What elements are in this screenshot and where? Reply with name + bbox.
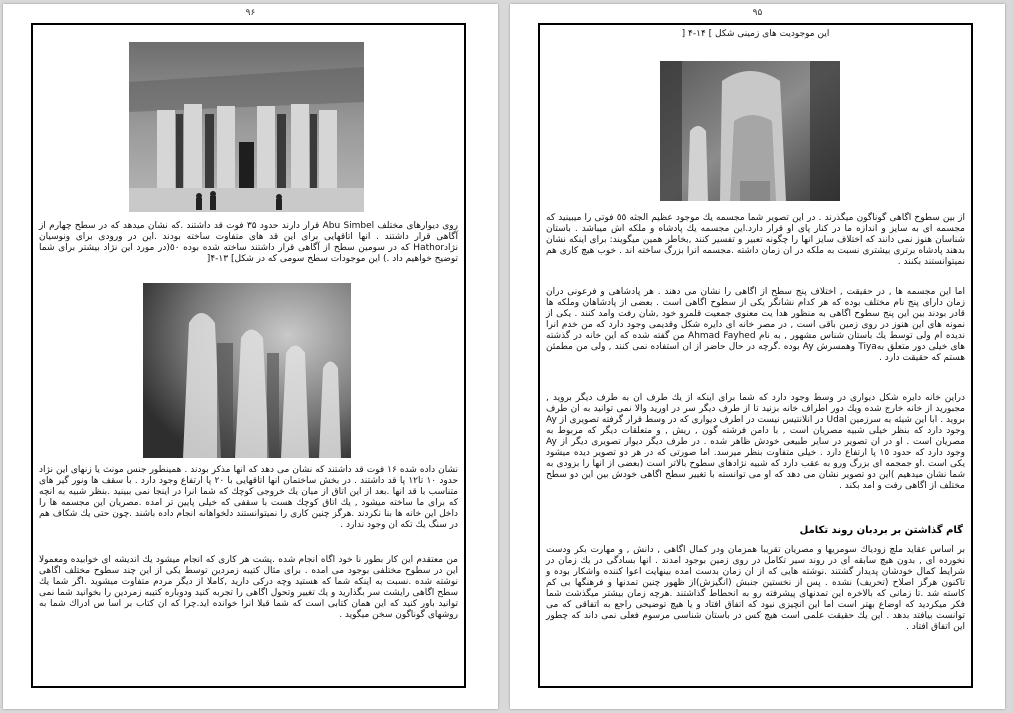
right-paragraph-1: از بين سطوح اگاهی گوناگون ميگذرند . در اين تصوير شما مجسمه يك موجود عظيم الجثه ٥٥ فوتی را ميبينيد كه مجسمه ای به سايز و اندازه ما در كنار پای او قرار دارد.اين مجسمه يك پادشاه و ملكه اش ميباشد . باستان شناسان هنوز نمی دانند كه اختلاف سايز انها را چگونه تعبير و تفسير كنند ,بخاطر همين ميگويند: برای اينكه نشان بدهند پادشاه برتری بيشتری نسبت به ملكه در ان زمان داشته .مجسمه انرا بزرگ ساخته اند . خوب هيچ كاری هم نميتوانستند بكنند . [546,213,966,267]
right-paragraph-3: دراين خانه دايره شكل ديواری در وسط وجود دارد كه شما برای اينكه از يك طرف ان به طرف ديگر برويد , مجبوريد از خانه خارج شده ويك دور اطراف خانه بزنيد تا از طرف ديگر سر در اوريد والا نمی توانيد به ان طرف برويد . ابا اين شيئه به سرزمين Udal در انلانتيس نيست در اطرف ديواری كه در وسط قرار گرفته تصويری از Ay وجود دارد كه بنظر خيلی شبيه مصريان است , با دامن فرشته گون , ريش , و متعلقات ديگر كه مربوط به مصريان است . او در ان تصوير در ساير طبيعی خودش ظاهر شده . در طرف ديگر ديوار تصويری ديگر از Ay وجود دارد كه حدود ۱٥ پا ارتفاع دارد . خيلی متفاوت بنظر ميرسد. اما صورتی كه در هر دو تصوير ديده ميشود يكی است .او جمجمه ای بزرگ ورو به عقب دارد كه شبيه نژادهای سطوح بالاتر است (بعضی از انها را بزودی به شما نشان ميدهيم )اين دو تصوير نشان می دهد كه او می توانسته با تغيير سطح اگاهی خودش بين اين دو سطح مختلف از اگاهی رفت و امد بكند . [546,393,966,491]
left-paragraph-3: من معتقدم اين كار بطور نا خود اگاه انجام شده .پشت هر كاری كه انجام ميشود يك انديشه ای خوابيده ومعمولا اين در سطوح مختلفی بوجود می امده . برای مثال كتيبه زمردين توسط يكی از اين چند سطوح مختلف اگاهی نوشته شده .نسبت به اينكه شما كه هستيد وچه دركی داريد ,كاملا از ديگر مردم متفاوت ميشويد .اگر شما يك سطح اگاهی رايشت سر بگذاريد و يك تغيير وتحول اگاهی را تجربه كنيد ودوباره كتيبه زمردين را بخوانيد شما نمی توانيد باور كنيد كه اين همان كتابی است كه شما قبلا انرا خوانده ايد.چرا كه ان كتاب بر اسا س ادراك شما به روشهای گوناگون سخن ميگويد . [39,555,458,620]
page-frame [538,23,973,688]
figure-caption: اين موجوديت های زمينی شكل ] ۱۴-۴ [ [681,29,830,39]
left-paragraph-1: روی دیوارهای مختلف Abu Simbel قرار دارند حدود ۳۵ فوت قد داشتند .كه نشان ميدهد كه در سطح چهارم از آگاهی قرار داشتند . انها اتاقهايی برای اين قد های متفاوت ساخته بودند .اين در ورودی برای ونوسيان نژادHathor كه در سومين سطح از آگاهی قرار داشتند ساخته شده بوده ٥٠(در مورد اين نژاد بيشتر برای شما توضيح خواهيم داد .) اين موجودات سطح سومی كه در شكل] ۱۳-۴[ [39,221,459,264]
page-left [3,4,498,709]
page-number: ۹۵ [752,8,763,18]
section-heading: گام گذاشتن بر بردبان روند تكامل [799,525,963,536]
colossal-statue-photo [660,61,840,201]
right-final-paragraph: بر اساس عقايد ملچ زودياك سومريها و مصريان تقريبا همزمان ودر كمال اگاهی , دانش , و مهارت بكر ودست نخورده ای , بدون هيچ سابقه ای در روند سير تكامل در روی زمين بوجود امدند . انها بسادگی در يك زمان در شرايط كمال خودشان پديدار گشتند .نوشته هايی كه از ان زمان بدست امده بينهايت اعوا كننده واشكار بوده و تاكنون هرگز اصلاح (تحريف) نشده . پس از نخستين جنبش (انگيزش)از ظهور چنين تمدنها و فرهنگها بی كم كاسته شد .تا زمانی كه بالاخره اين تمدنهای پيشرفته رو به انحطاط گذاشتند .هرچه زمان بيشتر ميگذشت شما فكر ميكرديد كه اوضاع بهتر است اما اين انچيزی نبود كه اتفاق افتاد و يا هيچ توضيحی راجع به اتفاقی كه می توانست بيافتد بدهد . اين يك حقيقت علمی است هيچ كس در باستان شناسی مرسوم فعلی نمی داند كه چطور اين اتفاق افتاد . [546,545,965,632]
page-number: ۹۶ [245,8,256,18]
page-frame [31,23,466,688]
left-paragraph-2: نشان داده شده ۱۶ فوت قد داشتند كه نشان می دهد كه انها مذكر بودند . همينطور جنس مونث يا زنهای اين نژاد حدود ۱۰ تا۱۲ پا قد داشتند . در بخش ساختمان انها اتاقهايی با ۲۰ پا ارتفاع وجود دارد . با سقف ها ونور گير های متناسب با قد انها .بعد از اين اتاق از ميان يك خروجی كوچك كه شما انرا در اينجا نمی ببينيد .بنظر شبيه به انچه كه برای ما ساخته ميشود , يك اتاق كوچك هست با سقفی كه خيلی پايين تر امده .مصريان اين مجسمه ها را داخل اين خانه ها بنا نكردند .هرگز چنين كاری را نميتوانستند دلخواهانه انجام داده باشند .چون حتی يك شكاف هم در سنگ يك تكه ان وجود ندارد . [39,465,459,530]
temple-facade-photo [129,42,364,212]
right-paragraph-2: اما اين مجسمه ها , در حقيقت , اختلاف پنج سطح از اگاهی را نشان می دهند . هر پادشاهی و فرعونی دران زمان دارای پنج نام مختلف بوده كه هر كدام نشانگر يكی از سطوح اگاهی است . بعضی از پادشاهان وملكه ها قادر بودند بين اين پنج سطوح اگاهی به منظور هدا يت معنوی جمعيت قلمرو خود ,شان رفت وامد كنند . يكی از نمونه های اين هنوز در روی زمين باقی است , در مصر خانه ای دايره شكل وقديمی وجود دارد كه من خدم انرا نديده ام ولی توسط يك باستان شناس مشهور , به نام Ahmad Fayhed من گفته شده كه اين خانه در گذشته های خيلی دور متعلق بهTiya وهمسرش Ay بوده .گرچه در حال حاضر از ان استفاده نمی كنند , ولی من مطمئن هستم كه حقيقت دارد . [546,287,965,363]
interior-statues-photo [143,283,351,458]
page-right [510,4,1005,709]
